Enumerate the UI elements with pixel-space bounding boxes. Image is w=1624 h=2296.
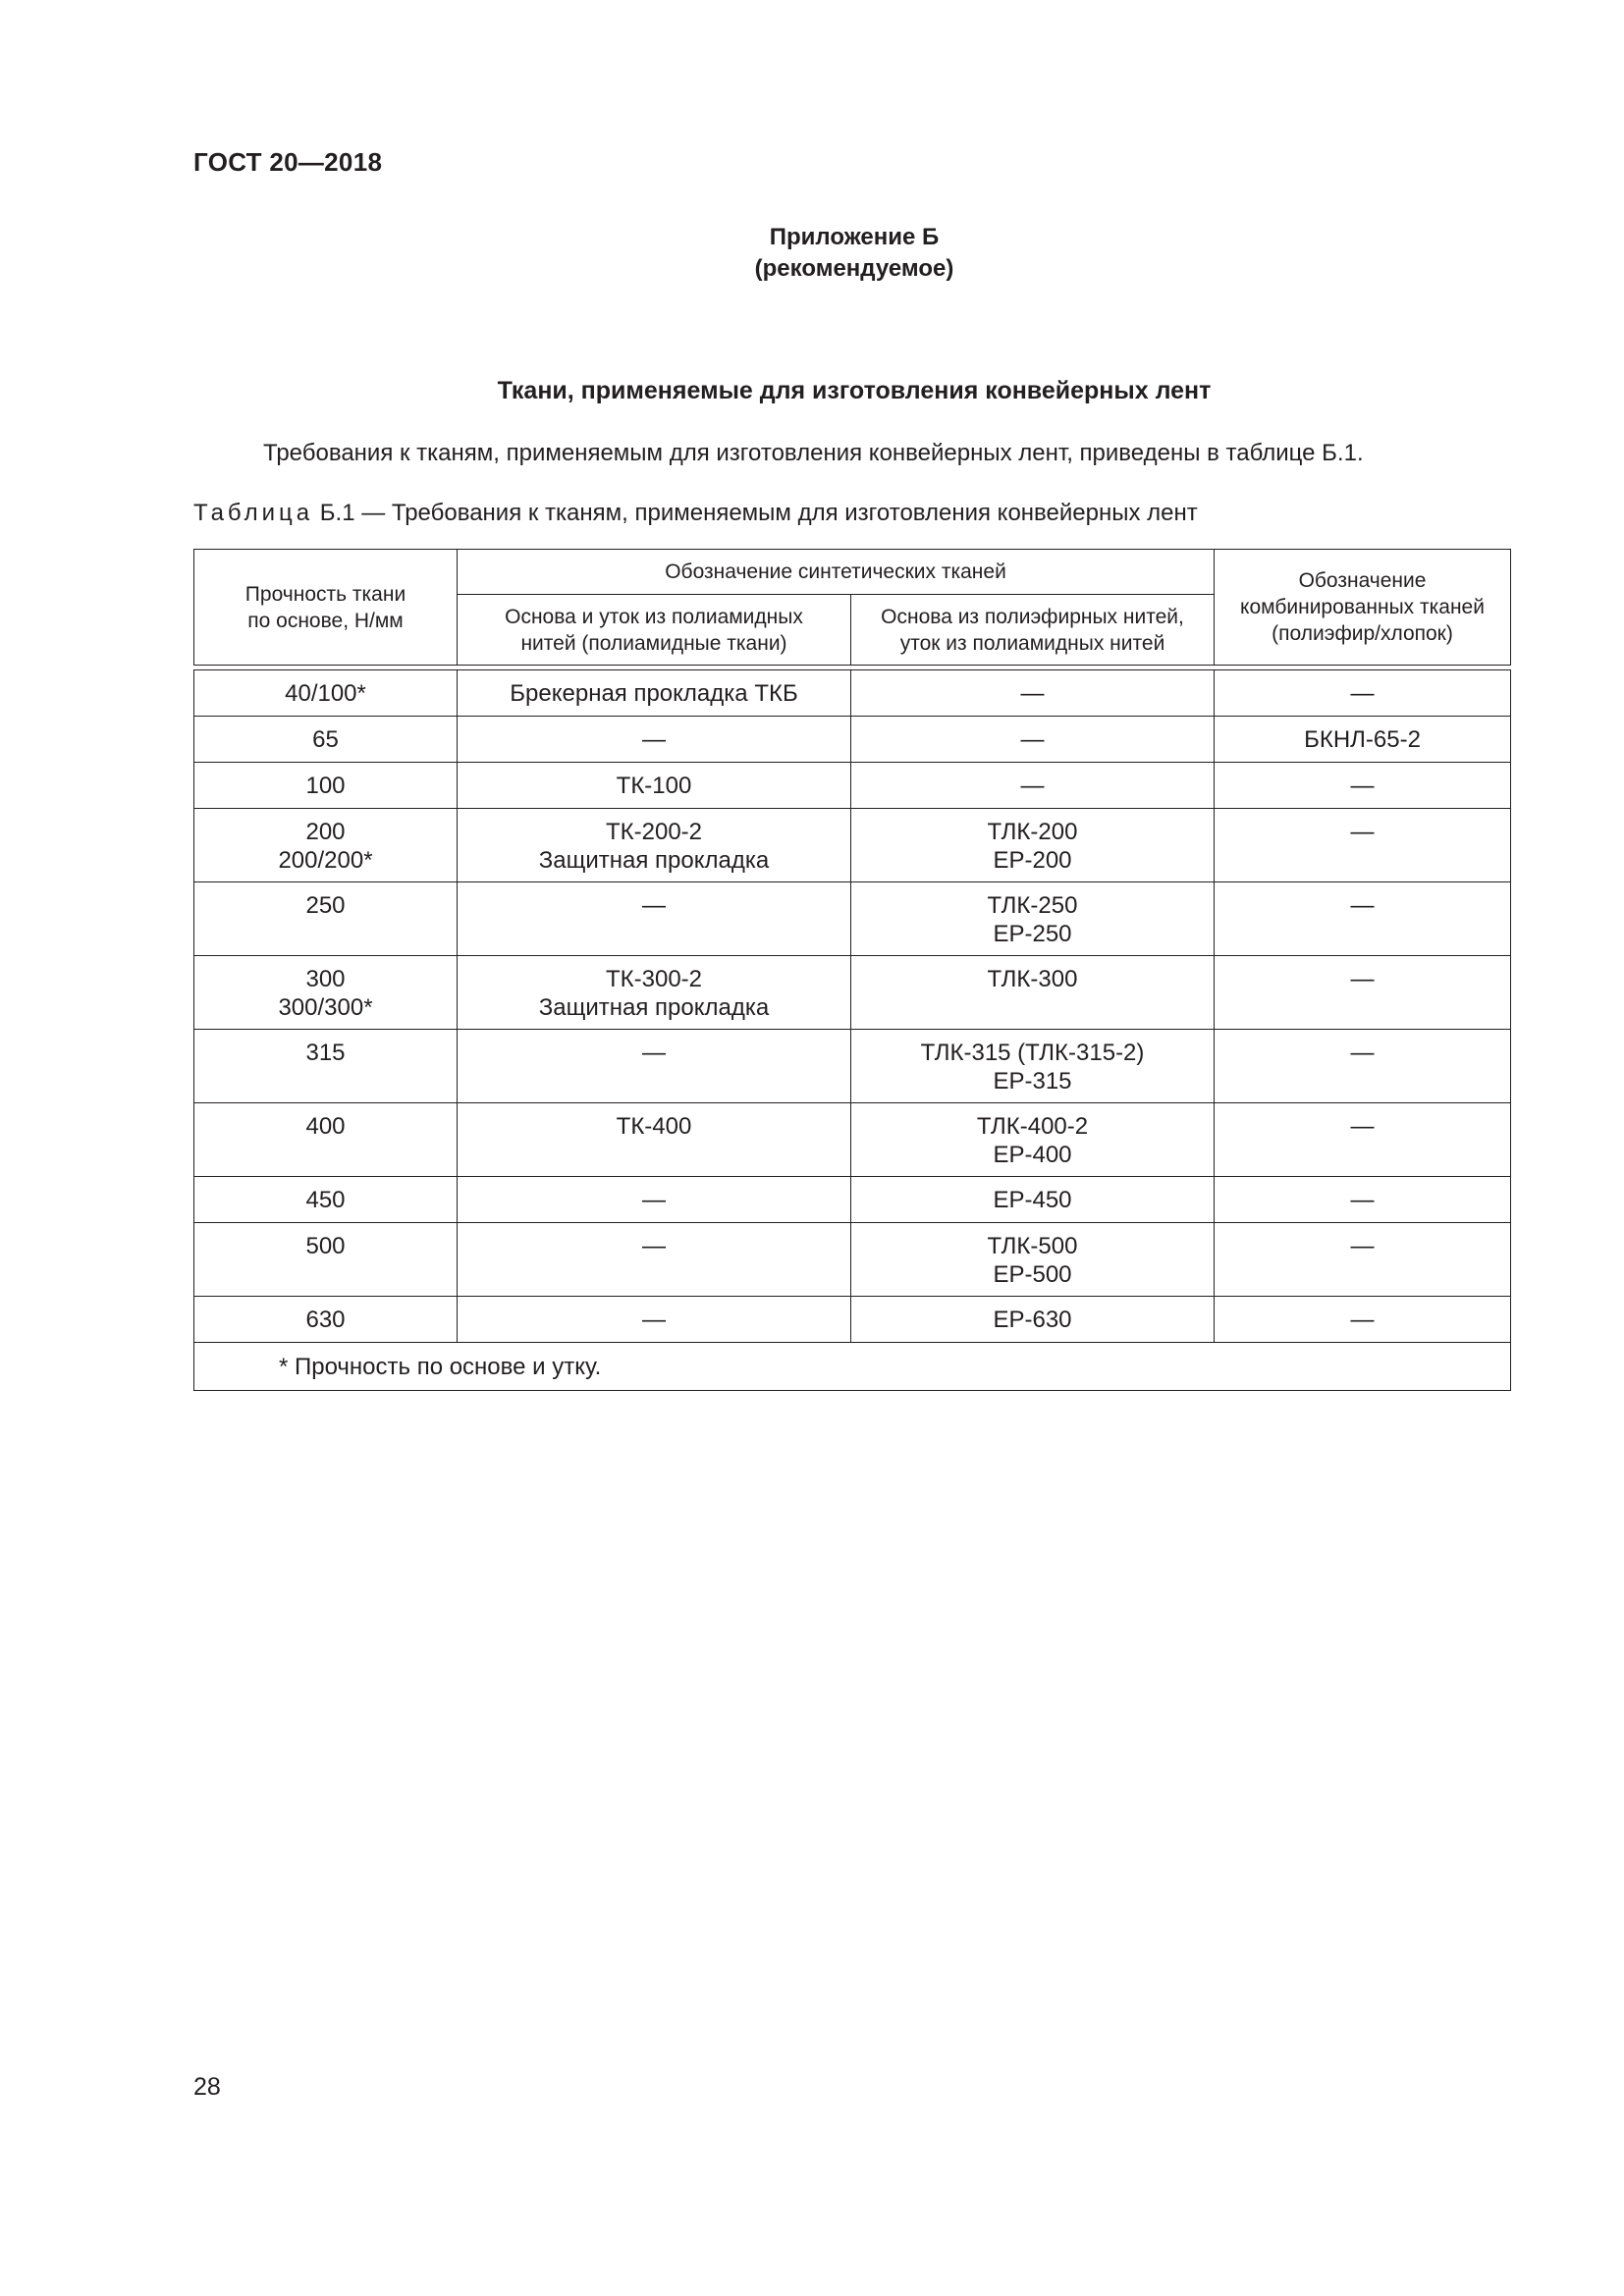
cell-line: ТК-400	[616, 1113, 692, 1140]
cell-strength	[194, 670, 458, 717]
document-code: ГОСТ 20—2018	[193, 147, 383, 177]
cell-line: 250	[305, 892, 346, 919]
cell-line: ТЛК-250	[987, 892, 1078, 919]
cell-line: EP-450	[993, 1186, 1072, 1213]
cell-polyester	[851, 1103, 1215, 1177]
cell-line: EP-200	[993, 847, 1072, 874]
cell-line: —	[1350, 1040, 1375, 1066]
cell-combined	[1215, 956, 1511, 1030]
cell-line: —	[1350, 966, 1375, 992]
cell-combined	[1215, 670, 1511, 717]
cell-combined	[1215, 809, 1511, 882]
cell-line: 500	[305, 1233, 346, 1259]
cell-line: —	[1350, 679, 1375, 707]
cell-line: —	[1350, 892, 1375, 919]
cell-line: 200/200*	[278, 847, 373, 874]
cell-line: —	[642, 892, 666, 919]
cell-polyamide	[458, 1223, 851, 1297]
table-row	[194, 809, 1511, 882]
cell-polyester	[851, 763, 1215, 809]
cell-line: EP-630	[993, 1306, 1072, 1333]
cell-line: ТК-100	[616, 772, 692, 799]
cell-line: 300/300*	[278, 994, 373, 1021]
cell-line: Защитная прокладка	[538, 847, 770, 874]
header-synthetic-group: Обозначение синтетических тканей	[458, 550, 1215, 595]
cell-polyester	[851, 1177, 1215, 1223]
table-row	[194, 763, 1511, 809]
cell-strength	[194, 717, 458, 763]
cell-polyamide	[458, 1297, 851, 1343]
header-combined: Обозначение комбинированных тканей (полиэфир/хлопок)	[1215, 550, 1511, 666]
header-polyester: Основа из полиэфирных нитей, уток из полиамидных нитей	[851, 595, 1215, 666]
cell-line: EP-315	[993, 1068, 1072, 1095]
table-row	[194, 1103, 1511, 1177]
cell-combined	[1215, 1297, 1511, 1343]
cell-line: ТЛК-315 (ТЛК-315-2)	[920, 1040, 1145, 1066]
cell-line: Защитная прокладка	[538, 994, 770, 1021]
table-row	[194, 1223, 1511, 1297]
cell-line: —	[1020, 679, 1045, 707]
cell-polyamide	[458, 717, 851, 763]
cell-line: —	[642, 1306, 666, 1333]
cell-line: 400	[305, 1113, 346, 1140]
cell-polyamide	[458, 1030, 851, 1103]
cell-line: —	[1350, 1113, 1375, 1140]
cell-line: —	[1350, 1233, 1375, 1259]
table-row	[194, 670, 1511, 717]
cell-polyester	[851, 956, 1215, 1030]
cell-polyester	[851, 809, 1215, 882]
cell-combined	[1215, 1030, 1511, 1103]
cell-line: —	[1020, 772, 1045, 799]
cell-line: 450	[305, 1186, 346, 1213]
cell-combined	[1215, 1177, 1511, 1223]
cell-line: 40/100*	[285, 679, 366, 707]
cell-line: 100	[305, 772, 346, 799]
intro-paragraph: Требования к тканям, применяемым для изготовления конвейерных лент, приведены в таблице Б.1.	[263, 440, 1364, 466]
table-body	[194, 670, 1511, 1343]
cell-polyester	[851, 670, 1215, 717]
cell-polyester	[851, 717, 1215, 763]
cell-strength	[194, 1103, 458, 1177]
cell-strength	[194, 956, 458, 1030]
cell-line: —	[642, 1186, 666, 1213]
header-strength: Прочность ткани по основе, Н/мм	[194, 550, 458, 666]
table-footnote: * Прочность по основе и утку.	[194, 1343, 1511, 1391]
cell-combined	[1215, 763, 1511, 809]
cell-strength	[194, 1030, 458, 1103]
cell-line: —	[642, 1233, 666, 1259]
table-caption-prefix: Таблица	[193, 500, 314, 526]
table-row	[194, 956, 1511, 1030]
cell-line: БКНЛ-65-2	[1304, 725, 1421, 753]
fabric-requirements-table	[193, 549, 1511, 1391]
cell-strength	[194, 1223, 458, 1297]
cell-polyester	[851, 1223, 1215, 1297]
cell-strength	[194, 1297, 458, 1343]
cell-line: ТЛК-200	[987, 819, 1078, 845]
cell-polyamide	[458, 956, 851, 1030]
cell-line: 200	[305, 819, 346, 845]
cell-polyester	[851, 1297, 1215, 1343]
table-row	[194, 717, 1511, 763]
cell-line: EP-500	[993, 1261, 1072, 1288]
section-title: Ткани, применяемые для изготовления конвейерных лент	[497, 377, 1212, 404]
cell-line: —	[1350, 1306, 1375, 1333]
appendix-title: Приложение Б	[769, 224, 940, 250]
table-row	[194, 1297, 1511, 1343]
cell-line: EP-400	[993, 1142, 1072, 1168]
table-row	[194, 1030, 1511, 1103]
cell-line: ТК-200-2	[605, 819, 702, 845]
cell-line: —	[1350, 1186, 1375, 1213]
cell-line: ТЛК-500	[987, 1233, 1078, 1259]
cell-line: EP-250	[993, 921, 1072, 947]
cell-line: 300	[305, 966, 346, 992]
cell-polyamide	[458, 882, 851, 956]
table-caption	[193, 500, 1198, 527]
cell-combined	[1215, 1103, 1511, 1177]
cell-strength	[194, 809, 458, 882]
cell-line: ТЛК-400-2	[976, 1113, 1089, 1140]
cell-line: —	[1350, 819, 1375, 845]
appendix-heading	[0, 222, 1624, 285]
cell-polyamide	[458, 1177, 851, 1223]
cell-strength	[194, 763, 458, 809]
cell-polyamide	[458, 670, 851, 717]
cell-polyamide	[458, 809, 851, 882]
cell-strength	[194, 882, 458, 956]
cell-line: 630	[305, 1306, 346, 1333]
cell-combined	[1215, 717, 1511, 763]
cell-polyamide	[458, 1103, 851, 1177]
cell-line: ТЛК-300	[987, 966, 1078, 992]
cell-polyamide	[458, 763, 851, 809]
page-number: 28	[193, 2073, 221, 2101]
cell-line: 65	[312, 725, 339, 753]
cell-line: —	[1350, 772, 1375, 799]
cell-polyester	[851, 1030, 1215, 1103]
appendix-status: (рекомендуемое)	[754, 255, 954, 282]
cell-polyester	[851, 882, 1215, 956]
cell-line: —	[642, 725, 666, 753]
cell-line: ТК-300-2	[605, 966, 702, 992]
cell-strength	[194, 1177, 458, 1223]
cell-combined	[1215, 1223, 1511, 1297]
cell-line: —	[1020, 725, 1045, 753]
cell-line: —	[642, 1040, 666, 1066]
cell-combined	[1215, 882, 1511, 956]
table-row	[194, 1177, 1511, 1223]
cell-line: 315	[305, 1040, 346, 1066]
cell-line: Брекерная прокладка ТКБ	[510, 679, 798, 707]
table-caption-text: Б.1 — Требования к тканям, применяемым для изготовления конвейерных лент	[313, 500, 1198, 526]
table-row	[194, 882, 1511, 956]
header-polyamide: Основа и уток из полиамидных нитей (полиамидные ткани)	[458, 595, 851, 666]
